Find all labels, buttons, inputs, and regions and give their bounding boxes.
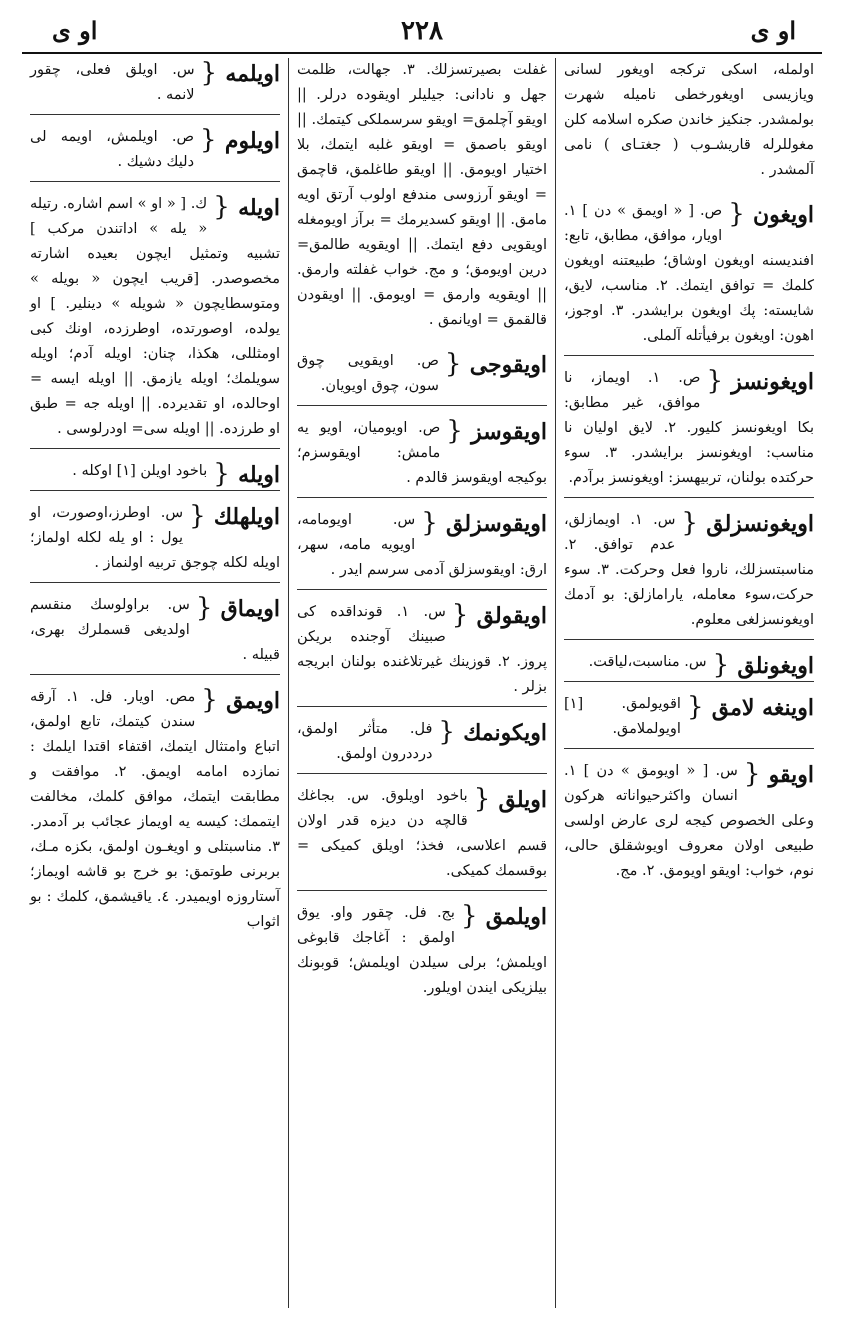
dictionary-entry [564, 366, 814, 498]
entry-definition: س. اويلق فعلى، چقور لانمه . [30, 62, 195, 103]
dictionary-entry [297, 784, 547, 891]
entry-headword: اويقوسزلق { [421, 508, 547, 539]
entry-definition: س. مناسبت،لياقت. [588, 654, 707, 670]
entry-definition: ص. اويلمش، اويمه لى دليك دشيك . [30, 129, 195, 170]
dictionary-entry [297, 600, 547, 707]
entry-definition: س. براولوسك منقسم اولديغى قسملرك بهرى، قبيله . [30, 597, 280, 663]
entry-definition: باخود اويلن [١] اوكله . [72, 463, 208, 479]
entry-headword: اويقو { [744, 759, 814, 790]
dictionary-entry [30, 58, 280, 115]
entry-headword: اويكونمك { [438, 717, 547, 748]
entry-definition: باخود اويلوق. س. بجاغك قالچه دن ديزه قدر اولان قسم اعلاسى، فخذ؛ اويلق كميكى = بوقسمك كميكى. [297, 788, 547, 879]
entry-headword: اويله { [213, 192, 280, 223]
entry-headword: اويماق { [196, 593, 280, 624]
columns [22, 58, 822, 1308]
entry-headword: اويلمق { [461, 901, 547, 932]
dictionary-entry [297, 901, 547, 1007]
entry-definition: مص. اويار. فل. ١. آرقه سندن كيتمك، تابع اولمق، اتباع وامتثال ايتمك، اقتفاء اقتدا ايلمك : نمازده امامه اويمق. ٢. موافقت و مطابقت ايتمك، موافق كلمك، مخالفت ايتممك: كيسه يه اويماز عجائب بر آدمدر. ٣. مناسبتلى و اويغـون اولمق، بكزه مـك، بربرنى طوتمق: بو خرج بو قاشه اويماز؛آستاروزه اويميدر. ٤. ياقيشمق، كلمك : بو اثواب [30, 689, 281, 930]
entry-headword: اويغونسز { [706, 366, 814, 397]
page-header [22, 8, 822, 54]
header-right-word: او ى [750, 16, 796, 45]
dictionary-entry [30, 501, 280, 583]
entry-definition: اقويولمق. [١] اويولملامق. [564, 696, 681, 737]
dictionary-entry [30, 593, 280, 675]
entry-definition: س. اوطرز،اوصورت، او يول : او يله لكله اولماز؛ اويله لكله چوجق تربيه اولنماز . [30, 505, 280, 571]
dictionary-entry [297, 349, 547, 406]
entry-headword: اويلهلك { [189, 501, 280, 532]
dictionary-entry [297, 508, 547, 590]
entry-headword: اويله { [213, 459, 280, 490]
entry-headword: اويقوسز { [446, 416, 547, 447]
entry-definition: ص. [ « اويمق » دن ] ١. اويار، موافق، مطابق، تابع: افنديسنه اويغون اوشاق؛ طبيعتنه اويغون كلمك = توافق ايتمك. ٢. مناسب، لايق، شايسته: پك اويغون برايشدر. ٣. اوجوز، اهون: اويغون برفيأتله آلملى. [564, 203, 814, 344]
entry-continuation: غفلت بصيرتسزلك. ٣. جهالت، ظلمت جهل و نادانى: جيليلر اويقوده درلر. || اويقو آچلمق= اويقو سرسملكى كيتمك. || اويقو باصمق = اويقو غلبه ايتمك، بلا اختيار اويومق. || اويقو طاغلمق، قاچمق = اويقو آرزوسى مندفع اولوب آرتق اويه مامق. || اويقو كسديرمك = برآز اويومغله اويقويى دفع ايتمك. || اويقويه طالمق= درين اويومق؛ و مج. خواب غفلته وارمق. || اويقويه وارمق = اويومق. || اويقودن قالقمق = اويانمق . [297, 62, 547, 328]
dictionary-entry [564, 692, 814, 749]
column-middle [289, 58, 556, 1308]
dictionary-entry [30, 125, 280, 182]
dictionary-entry [30, 459, 280, 491]
dictionary-entry [564, 650, 814, 682]
entry-headword: اويغونسزلق { [681, 508, 814, 539]
column-right [556, 58, 822, 1308]
entry-continuation: اولمله، اسكى تركجه اويغور لسانى ويازيسى اويغورخطى ناميله شهرت بولمشدر. جنكيز خاندن صكره اسلامه كلن مغوللرله قاريشـوب ( جغتـاى ) نامى آلمشدر . [564, 62, 814, 178]
entry-definition: فل. متأثر اولمق، درددرون اولمق. [297, 721, 433, 762]
dictionary-entry [297, 717, 547, 774]
column-left [22, 58, 289, 1308]
dictionary-entry [30, 685, 280, 941]
entry-definition: ص. اويقويى چوق سون، چوق اويويان. [297, 353, 439, 394]
dictionary-entry [564, 508, 814, 640]
entry-headword: اويلق { [474, 784, 547, 815]
entry-headword: اويلوم { [200, 125, 280, 156]
entry-definition: س. اويومامه، اويويه مامه، سهر، ارق: اويقوسزلق آدمى سرسم ايدر . [297, 512, 547, 578]
entry-definition: ص. ١. اويماز، نا موافق، غير مطابق: بكا اويغونسز كليور. ٢. لايق اوليان نا مناسب: اويغونسز برايشدر. ٣. سوء حركتده بولنان، تربيهسز: اويغونسز برآدم. [564, 370, 814, 486]
entry-headword: اوينغه لامق { [687, 692, 814, 723]
entry-definition: ص. اويوميان، اويو يه مامش: اويقوسزم؛ بوكيجه اويقوسز قالدم . [297, 420, 547, 486]
entry-headword: اويغون { [728, 199, 814, 230]
entry-headword: اويقوجى { [445, 349, 547, 380]
dictionary-entry [297, 416, 547, 498]
entry-definition: ك. [ « او » اسم اشاره. رتيله « يله » اداتندن مركب ] تشبيه وتمثيل ايچون بعيده اشارته مخصوصدر. [قريب ايچون « بويله » ومتوسطايچون « شويله » دينلير. ] او يولده، اوصورتده، اوطرزده، اونك كبى اومثللى، هكذا، چنان: اويله آدم؛ اويله سويلمك؛ اويله يازمق. || اويله ايسه = اوحالده، او تقديرده. || اويله جه = طبق او طرزده. || اويله سى= اودرلوسى . [30, 196, 280, 437]
entry-definition: بج. فل. چقور واو. يوق اولمق : آغاجك قابوغى اويلمش؛ برلى سيلدن اويلمش؛ قوبونك بيلزيكى ايندن اويلور. [297, 905, 547, 996]
entry-headword: اويمق { [201, 685, 280, 716]
dictionary-entry [564, 199, 814, 356]
dictionary-page [22, 8, 822, 1308]
entry-headword: اويقولق { [452, 600, 547, 631]
entry-headword: اويلمه { [201, 58, 280, 89]
dictionary-entry [30, 192, 280, 449]
entry-definition: س. [ « اويومق » دن ] ١. انسان واكثرحيواناته هركون وعلى الخصوص كيجه لرى عارض اولسى طبيعى اولان معروف اويوشقلق حالى، نوم، خواب: اويقو اويومق. ٢. مج. [564, 763, 814, 879]
entry-headword: اويغونلق { [713, 650, 814, 681]
dictionary-entry [564, 759, 814, 890]
entry-definition: س. ١. اويمازلق، عدم توافق. ٢. مناسبتسزلك، ناروا فعل وحركت. ٣. سوء حركت،سوء معامله، يارامازلق: بو آدمك اويغونسزلغى معلوم. [564, 512, 814, 628]
entry-definition: س. ١. قونداقده كى صبينك آوجنده بريكن پروز. ٢. قوزينك غيرتلاغنده بولنان ابريجه بزلر . [297, 604, 547, 695]
header-left-word: او ى [52, 16, 98, 45]
page-number: ۲۲۸ [401, 16, 443, 46]
